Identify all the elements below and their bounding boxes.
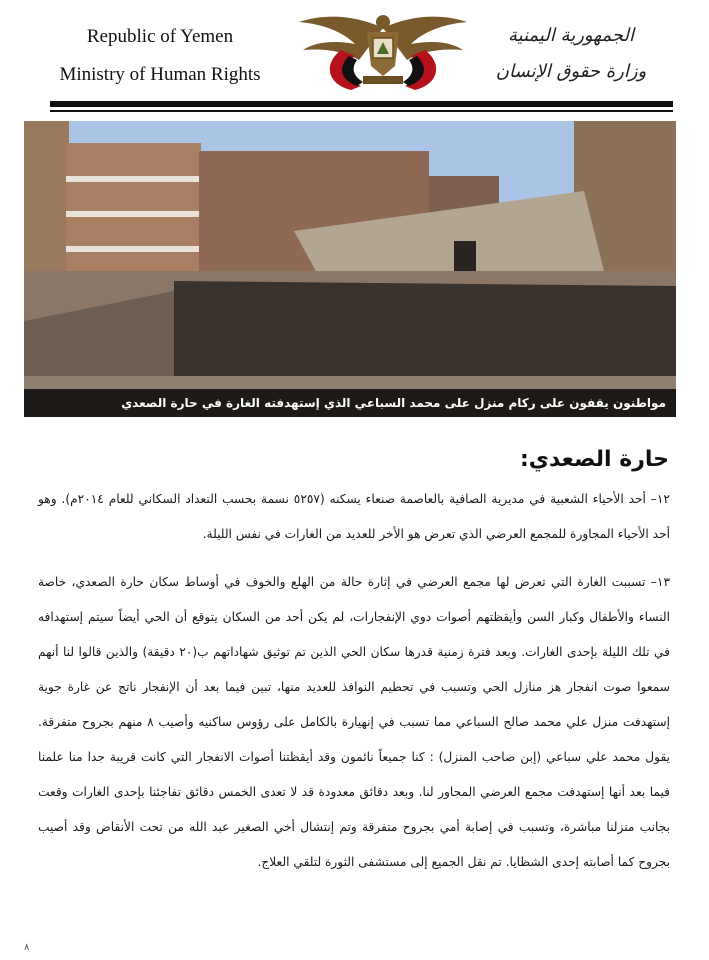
photo-caption: مواطنون يقفون على ركام منزل على محمد السباعي الذي إستهدفته الغارة في حارة الصعدي [24, 389, 676, 417]
header-divider-thick [50, 101, 673, 107]
page-number: ٨ [24, 942, 30, 953]
country-name-en: Republic of Yemen [86, 26, 234, 47]
header-english [40, 18, 280, 94]
header-arabic [491, 18, 651, 90]
paragraph-13: ١٣– تسببت الغارة التي تعرض لها مجمع العرضي في إثارة حالة من الهلع والخوف في أوساط سكان حارة الصعدي، خاصة النساء والأطفال وكبار السن وأيقظتهم أصوات دوي الإنفجارات، لم يكن أحد من السكان يتوقع أن الحي أيضاً سيتم إستهدافه في تلك الليلة بإحدى الغارات. وبعد فترة زمنية قدرها سكان الحي الذين تم توثيق شهاداتهم ب(٢٠ دقيقة) والذين قالوا لنا أنهم سمعوا صوت انفجار هز منازل الحي وتسبب في تحطيم النوافذ للعديد منها، تبين فيما بعد أن الإنفجار ناتج عن غارة جوية إستهدفت منزل علي محمد صالح السباعي مما تسبب في إنهيارة بالكامل على رؤوس ساكنيه وأصيب ٨ منهم بجروح متفرقة. يقول محمد علي سباعي (إبن صاحب المنزل) : كنا جميعاً نائمون وقد أيقظتنا أصوات الانفجار التي كانت قريبة جدا منا علمنا فيما بعد أنها إستهدفت مجمع العرضي المجاور لنا. وبعد دقائق معدودة قد لا تعدى الخمس دقائق تفاجئنا بإحدى الغارات وقعت بجانب منزلنا مباشرة، وتسبب في إصابة أمي بجروح متفرقة وتم إنتشال أخي الصغير عبد الله من تحت الأنقاض وقد أصيب بجروح كما أصابته إحدى الشظايا. تم نقل الجميع إلى مستشفى الثورة لتلقي العلاج. [38, 575, 671, 869]
yemen-emblem-icon [293, 10, 473, 92]
rubble-photo [24, 121, 676, 417]
section-title: حارة الصعدي: [520, 447, 669, 472]
ministry-name-ar: وزارة حقوق الإنسان [495, 61, 647, 82]
header-divider-thin [50, 110, 673, 112]
ministry-name-en: Ministry of Human Rights [59, 64, 261, 85]
paragraph-12: ١٢– أحد الأحياء الشعبية في مديرية الصافية بالعاصمة صنعاء يسكنه (٥٢٥٧ نسمة بحسب التعداد السكاني للعام ٢٠١٤م). وهو أحد الأحياء المجاورة للمجمع العرضي الذي تعرض هو الأخر للعديد من الغارات في نفس الليلة. [38, 492, 670, 541]
country-name-ar: الجمهورية اليمنية [507, 25, 635, 46]
